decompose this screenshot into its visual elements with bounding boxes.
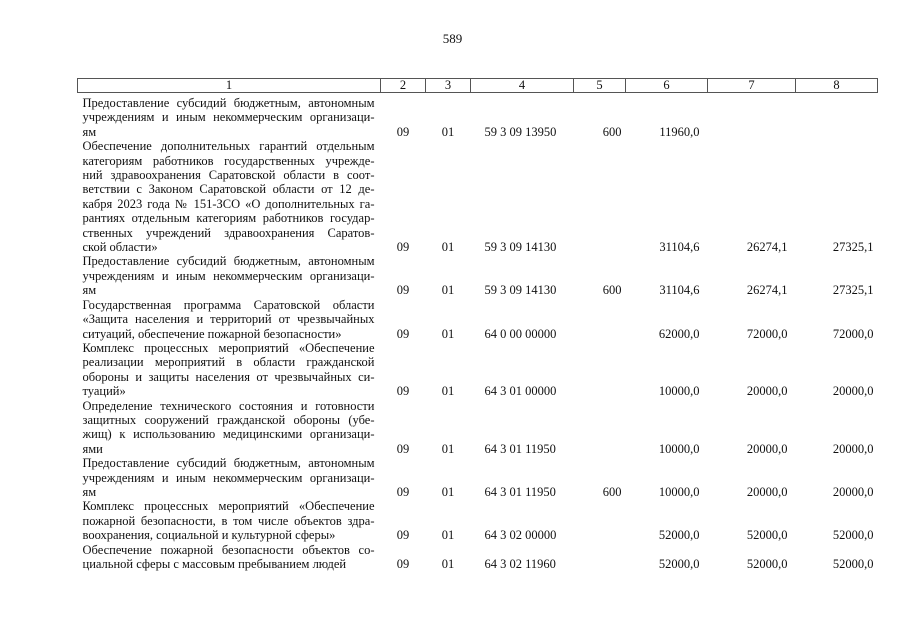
table-row [78,456,878,499]
table-row [78,93,878,140]
description-line: Государственная программа Саратовской области [82,297,375,312]
page-number: 589 [442,31,463,46]
amount-year-1: 62000,0 [658,326,700,341]
description-line: Предоставление субсидий бюджетным, автономным [82,96,375,110]
amount-year-1: 10000,0 [658,484,700,499]
row-description [78,93,381,140]
table-row [78,298,878,341]
target-article-code: 64 3 02 11960 [484,557,556,571]
row-description [78,499,381,542]
amount-year-3: 27325,1 [832,283,874,298]
target-article-code: 59 3 09 14130 [484,283,557,298]
expense-type-code [574,298,626,341]
table-row [78,254,878,297]
amount-year-3: 27325,1 [832,240,874,255]
amount-year-2: 20000,0 [746,384,788,399]
description-line: ситуаций, обеспечение пожарной безопасности» [82,326,342,341]
subsection-code: 01 [441,528,455,543]
target-article-code: 59 3 09 13950 [484,124,557,139]
column-header: 3 [426,79,471,93]
description-line: Обеспечение дополнительных гарантий отдельным [82,139,375,154]
expense-type-code [574,499,626,542]
expense-type-code [574,341,626,399]
description-line: циальной сферы с массовым пребыванием людей [82,557,347,571]
subsection-code: 01 [441,441,455,456]
section-code: 09 [396,240,410,255]
section-code: 09 [396,124,410,139]
row-description [78,298,381,341]
subsection-code: 01 [441,326,455,341]
description-line: учреждениям и иным некоммерческим организаци- [82,470,375,485]
subsection-code: 01 [441,124,455,139]
amount-year-2: 52000,0 [746,557,788,571]
description-line: Комплекс процессных мероприятий «Обеспечение [82,340,375,355]
description-line: реализации мероприятий в области гражданской [82,355,375,370]
description-line: ям [82,484,97,499]
description-line: обороны и защиты населения от чрезвычайных си- [82,369,375,384]
description-line: рантиях отдельным категориям работников государ- [82,211,375,226]
description-line: Обеспечение пожарной безопасности объектов со- [82,542,375,557]
description-line: Определение технического состояния и готовности [82,398,375,413]
amount-year-1: 31104,6 [659,283,700,298]
description-line: ветствии с Законом Саратовской области от 12 де- [82,182,375,197]
description-line: учреждениям и иным некоммерческим организаци- [82,110,375,125]
section-code: 09 [396,384,410,399]
expense-type-code [574,399,626,457]
column-header: 2 [381,79,426,93]
description-line: ственных учреждений здравоохранения Саратов- [82,225,375,240]
target-article-code: 64 3 01 00000 [484,384,557,399]
description-line: туаций» [82,384,126,399]
amount-year-3: 20000,0 [832,384,874,399]
target-article-code: 59 3 09 14130 [484,240,557,255]
section-code: 09 [396,283,410,298]
subsection-code: 01 [441,484,455,499]
section-code: 09 [396,557,410,571]
column-number-row [78,79,878,93]
column-header: 5 [574,79,626,93]
column-header: 8 [796,79,878,93]
description-line: жищ) к использованию медицинскими организаци- [82,427,375,442]
table-row [78,341,878,399]
description-line: ний здравоохранения Саратовской области в соот- [82,168,375,183]
section-code: 09 [396,484,410,499]
amount-year-2 [708,93,796,140]
subsection-code: 01 [441,384,455,399]
description-line: категориям работников государственных учрежде- [82,153,375,168]
amount-year-1: 10000,0 [658,384,700,399]
row-description [78,254,381,297]
column-header: 7 [708,79,796,93]
section-code: 09 [396,326,410,341]
column-header: 1 [78,79,381,93]
description-line: ями [82,441,103,456]
expense-type-code: 600 [602,283,622,298]
description-line: кабря 2023 года № 151-ЗСО «О дополнительных га- [82,196,375,211]
description-line: «Защита населения и территорий от чрезвычайных [82,312,375,327]
table-row [78,499,878,542]
amount-year-1: 31104,6 [659,240,700,255]
description-line: воохранения, социальной и культурной сферы» [82,528,336,543]
amount-year-1: 10000,0 [658,441,700,456]
column-header: 4 [471,79,574,93]
budget-table [77,78,878,571]
subsection-code: 01 [441,557,455,571]
amount-year-2: 52000,0 [746,528,788,543]
row-description [78,543,381,572]
description-line: ской области» [82,240,158,255]
amount-year-3: 20000,0 [832,484,874,499]
amount-year-3 [796,93,878,140]
table-row [78,139,878,254]
row-description [78,341,381,399]
target-article-code: 64 3 01 11950 [484,441,556,456]
amount-year-3: 72000,0 [832,326,874,341]
amount-year-1: 52000,0 [658,557,700,571]
subsection-code: 01 [441,240,455,255]
subsection-code: 01 [441,283,455,298]
amount-year-2: 20000,0 [746,484,788,499]
expense-type-code [574,139,626,254]
target-article-code: 64 3 01 11950 [484,484,556,499]
row-description [78,399,381,457]
amount-year-3: 20000,0 [832,441,874,456]
target-article-code: 64 3 02 00000 [484,528,557,543]
column-header: 6 [626,79,708,93]
description-line: учреждениям и иным некоммерческим организаци- [82,268,375,283]
amount-year-3: 52000,0 [832,528,874,543]
description-line: Комплекс процессных мероприятий «Обеспечение [82,499,375,514]
expense-type-code: 600 [602,484,622,499]
expense-type-code: 600 [602,124,622,139]
description-line: Предоставление субсидий бюджетным, автономным [82,456,375,471]
row-description [78,139,381,254]
amount-year-2: 72000,0 [746,326,788,341]
amount-year-2: 20000,0 [746,441,788,456]
row-description [78,456,381,499]
section-code: 09 [396,528,410,543]
description-line: пожарной безопасности, в том числе объектов здра- [82,513,375,528]
amount-year-1: 11960,0 [659,124,700,139]
description-line: ям [82,283,97,298]
description-line: Предоставление субсидий бюджетным, автономным [82,254,375,269]
table-row [78,399,878,457]
section-code: 09 [396,441,410,456]
description-line: защитных сооружений гражданской обороны (убе- [82,412,375,427]
description-line: ям [82,124,97,139]
amount-year-2: 26274,1 [746,240,788,255]
amount-year-3: 52000,0 [832,557,874,571]
expense-type-code [574,543,626,572]
table-row [78,543,878,572]
amount-year-2: 26274,1 [746,283,788,298]
amount-year-1: 52000,0 [658,528,700,543]
target-article-code: 64 0 00 00000 [484,326,557,341]
